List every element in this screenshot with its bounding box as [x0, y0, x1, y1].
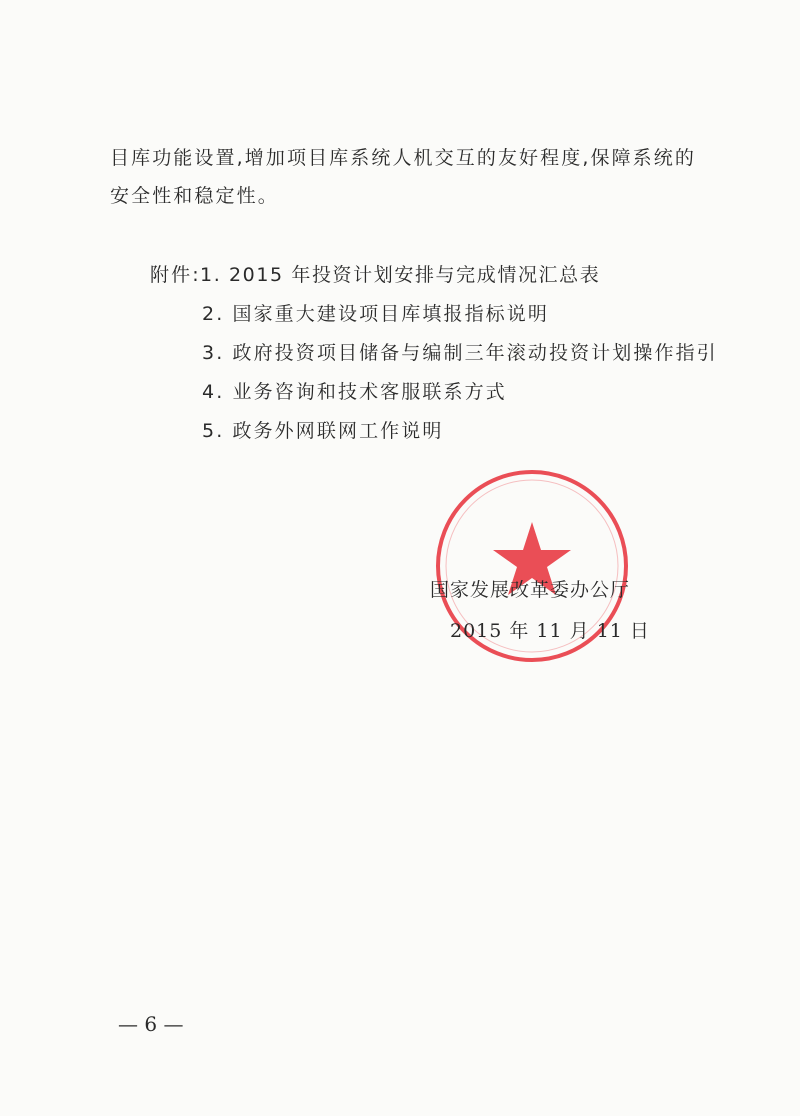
signature-org: 国家发展改革委办公厅	[430, 579, 631, 601]
attachment-item: 4. 业务咨询和技术客服联系方式	[202, 381, 507, 403]
body-line: 目库功能设置,增加项目库系统人机交互的友好程度,保障系统的	[110, 147, 696, 169]
body-line: 安全性和稳定性。	[110, 185, 279, 207]
attachments-label: 附件:	[150, 264, 201, 286]
page-number: — 6 —	[118, 1012, 184, 1036]
attachment-item: 5. 政务外网联网工作说明	[202, 420, 444, 442]
attachment-item: 3. 政府投资项目储备与编制三年滚动投资计划操作指引	[202, 342, 718, 364]
attachment-item: 1. 2015 年投资计划安排与完成情况汇总表	[200, 264, 601, 286]
attachment-item: 2. 国家重大建设项目库填报指标说明	[202, 303, 549, 325]
signature-date: 2015 年 11 月 11 日	[450, 620, 650, 642]
